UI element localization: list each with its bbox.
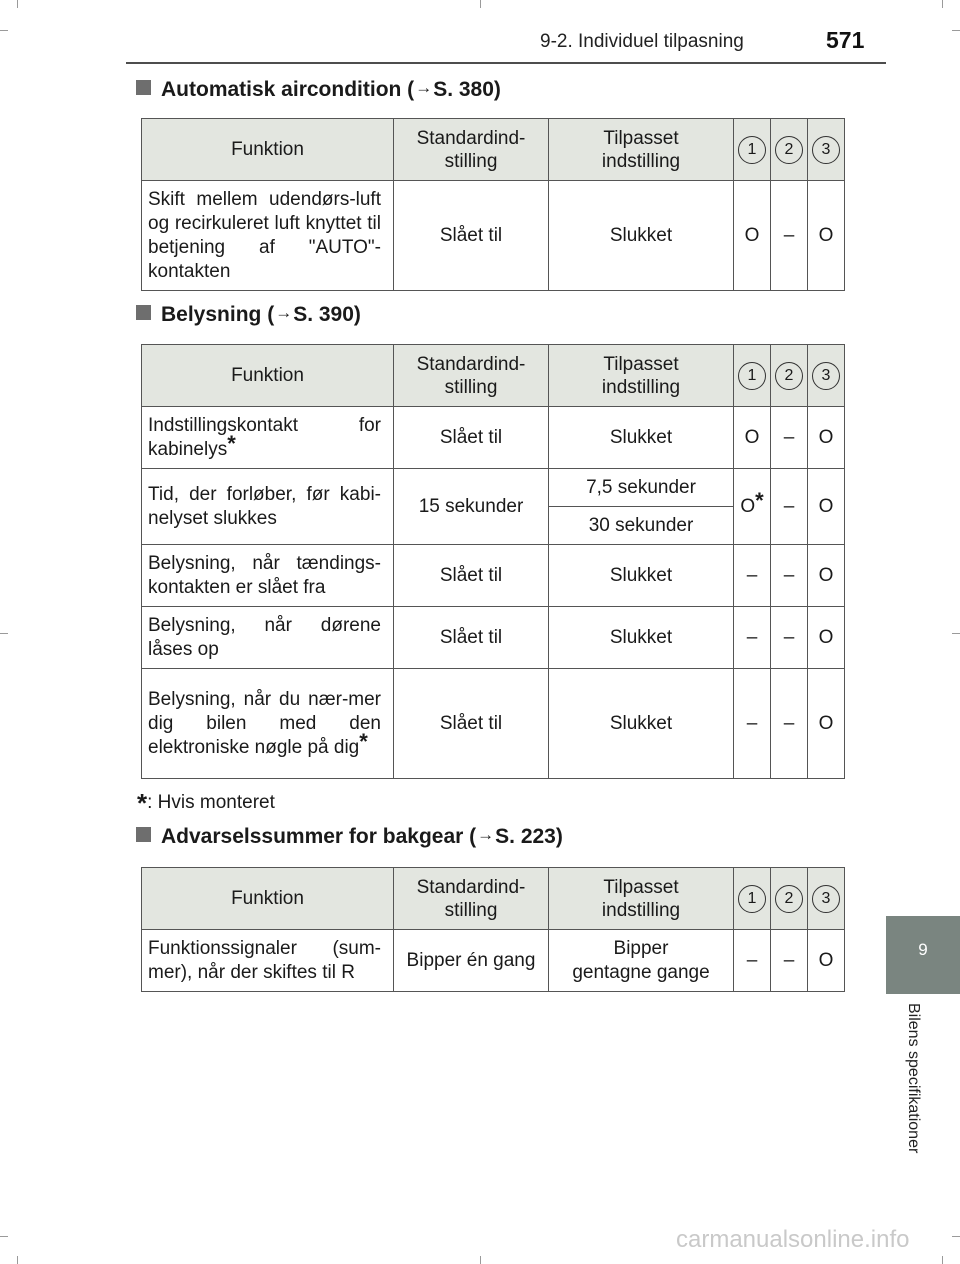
custom-cell: Slukket	[549, 607, 734, 669]
square-bullet-icon	[136, 80, 151, 95]
custom-cell: Slukket	[549, 669, 734, 779]
chapter-tab[interactable]	[886, 916, 960, 994]
footnote-star-icon: *	[359, 728, 368, 754]
column-header-method-1	[734, 868, 771, 930]
method-3-cell: O	[808, 181, 845, 291]
custom-cell: 30 sekunder	[549, 507, 734, 545]
header-divider	[126, 62, 886, 64]
circled-number-3-icon: 3	[812, 362, 840, 390]
table-header-row	[142, 345, 845, 407]
column-header-method-3	[808, 345, 845, 407]
crop-mark	[952, 633, 960, 634]
default-cell: 15 sekunder	[394, 469, 549, 545]
function-text: Belysning, når du nær-mer dig bilen med den elektroniske nøgle på dig	[148, 688, 381, 758]
function-cell	[142, 407, 394, 469]
heading-text: Belysning (	[161, 303, 275, 326]
method-1-cell: –	[734, 545, 771, 607]
method-1-cell: O	[734, 407, 771, 469]
function-text: Indstillingskontakt for kabinelys	[148, 414, 381, 460]
function-cell: Funktionssignaler (sum-mer), når der skiftes til R	[142, 930, 394, 992]
method-3-cell: O	[808, 545, 845, 607]
method-3-cell: O	[808, 469, 845, 545]
circled-number-1-icon: 1	[738, 136, 766, 164]
column-header-function: Funktion	[142, 119, 394, 181]
custom-cell: Bipper gentagne gange	[549, 930, 734, 992]
method-1-cell	[734, 469, 771, 545]
table-row	[142, 669, 845, 779]
method-2-cell: –	[771, 607, 808, 669]
column-header-method-2	[771, 868, 808, 930]
function-cell: Skift mellem udendørs-luft og recirkuleret luft knyttet til betjening af "AUTO"-kontakten	[142, 181, 394, 291]
arrow-right-icon: →	[275, 303, 293, 322]
function-cell: Belysning, når tændings-kontakten er slået fra	[142, 545, 394, 607]
crop-mark	[0, 1236, 8, 1237]
custom-cell: Slukket	[549, 181, 734, 291]
buzzer-table	[141, 867, 845, 992]
column-header-custom: Tilpasset indstilling	[549, 345, 734, 407]
circled-number-1-icon: 1	[738, 362, 766, 390]
method-3-cell: O	[808, 930, 845, 992]
table-row	[142, 545, 845, 607]
method-2-cell: –	[771, 930, 808, 992]
table-row	[142, 181, 845, 291]
footnote-star-icon: *	[227, 430, 236, 456]
column-header-function: Funktion	[142, 868, 394, 930]
table-row	[142, 607, 845, 669]
function-cell: Tid, der forløber, før kabi-nelyset slukkes	[142, 469, 394, 545]
custom-cell: 7,5 sekunder	[549, 469, 734, 507]
custom-cell: Slukket	[549, 545, 734, 607]
crop-mark	[952, 1236, 960, 1237]
table-row	[142, 407, 845, 469]
circled-number-1-icon: 1	[738, 885, 766, 913]
default-cell: Slået til	[394, 407, 549, 469]
circled-number-2-icon: 2	[775, 885, 803, 913]
footnote-star-icon: *	[137, 788, 148, 818]
column-header-default: Standardind- stilling	[394, 345, 549, 407]
crop-mark	[17, 1256, 18, 1264]
method-3-cell: O	[808, 607, 845, 669]
default-cell: Slået til	[394, 545, 549, 607]
method-1-cell: –	[734, 607, 771, 669]
default-cell: Slået til	[394, 607, 549, 669]
arrow-right-icon: →	[415, 78, 433, 97]
crop-mark	[17, 0, 18, 8]
default-cell: Bipper én gang	[394, 930, 549, 992]
page-reference-link[interactable]: S. 390)	[293, 303, 361, 326]
page-reference-link[interactable]: S. 380)	[433, 78, 501, 101]
column-header-method-3	[808, 868, 845, 930]
column-header-method-1	[734, 119, 771, 181]
page-reference-link[interactable]: S. 223)	[495, 825, 563, 848]
crop-mark	[942, 0, 943, 8]
heading-text: Automatisk aircondition (	[161, 78, 415, 101]
default-cell: Slået til	[394, 669, 549, 779]
crop-mark	[480, 0, 481, 8]
function-cell	[142, 669, 394, 779]
square-bullet-icon	[136, 827, 151, 842]
custom-cell: Slukket	[549, 407, 734, 469]
column-header-method-2	[771, 345, 808, 407]
square-bullet-icon	[136, 305, 151, 320]
chapter-number: 9	[918, 940, 928, 959]
crop-mark	[942, 1256, 943, 1264]
section-heading-lighting	[136, 303, 361, 327]
crop-mark	[952, 30, 960, 31]
table-row	[142, 930, 845, 992]
circled-number-3-icon: 3	[812, 885, 840, 913]
method-2-cell: –	[771, 469, 808, 545]
table-row	[142, 469, 845, 507]
function-cell: Belysning, når dørene låses op	[142, 607, 394, 669]
crop-mark	[480, 1256, 481, 1264]
default-cell: Slået til	[394, 181, 549, 291]
heading-text: Advarselssummer for bakgear (	[161, 825, 477, 848]
column-header-default: Standardind- stilling	[394, 868, 549, 930]
column-header-method-3	[808, 119, 845, 181]
method-2-cell: –	[771, 407, 808, 469]
section-heading-aircon	[136, 78, 501, 102]
column-header-default: Standardind- stilling	[394, 119, 549, 181]
watermark: carmanualsonline.info	[676, 1226, 910, 1253]
circled-number-3-icon: 3	[812, 136, 840, 164]
page-number: 571	[826, 27, 865, 53]
circled-number-2-icon: 2	[775, 362, 803, 390]
section-title: 9-2. Individuel tilpasning	[540, 31, 744, 52]
method-2-cell: –	[771, 181, 808, 291]
table-header-row	[142, 868, 845, 930]
method-1-value: O	[740, 495, 756, 517]
crop-mark	[0, 633, 8, 634]
column-header-method-2	[771, 119, 808, 181]
column-header-function: Funktion	[142, 345, 394, 407]
method-1-cell: –	[734, 930, 771, 992]
crop-mark	[0, 30, 8, 31]
column-header-custom: Tilpasset indstilling	[549, 868, 734, 930]
table-header-row	[142, 119, 845, 181]
footnote	[137, 788, 275, 819]
section-heading-buzzer	[136, 825, 563, 849]
method-3-cell: O	[808, 407, 845, 469]
circled-number-2-icon: 2	[775, 136, 803, 164]
column-header-method-1	[734, 345, 771, 407]
method-1-cell: O	[734, 181, 771, 291]
chapter-label: Bilens specifikationer	[905, 1003, 922, 1154]
footnote-text: : Hvis monteret	[147, 792, 275, 813]
method-1-cell: –	[734, 669, 771, 779]
footnote-star-icon: *	[755, 487, 764, 513]
method-2-cell: –	[771, 669, 808, 779]
method-3-cell: O	[808, 669, 845, 779]
column-header-custom: Tilpasset indstilling	[549, 119, 734, 181]
aircon-table	[141, 118, 845, 291]
arrow-right-icon: →	[477, 825, 495, 844]
lighting-table	[141, 344, 845, 779]
method-2-cell: –	[771, 545, 808, 607]
